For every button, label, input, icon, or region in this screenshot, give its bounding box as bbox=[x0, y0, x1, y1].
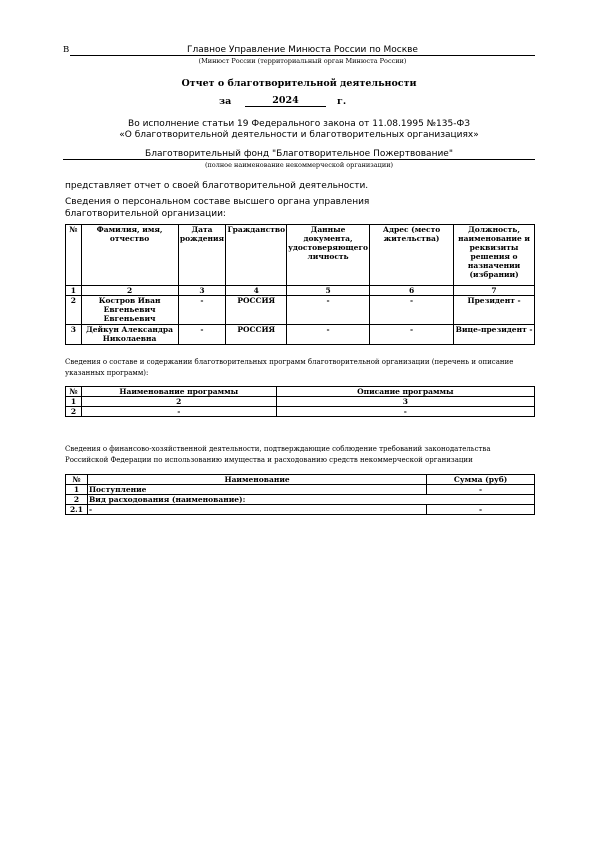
row-sum: - bbox=[427, 485, 535, 495]
row-num: 1 bbox=[66, 485, 88, 495]
personnel-caption-2: благотворительной организации: bbox=[65, 209, 226, 219]
finance-table bbox=[65, 474, 535, 515]
col-program-description: Описание программы bbox=[276, 387, 534, 397]
header-prefix: В bbox=[63, 45, 70, 55]
row-fio: Костров Иван Евгеньевич Евгеньевич bbox=[81, 296, 178, 325]
report-year: 2024 bbox=[245, 95, 326, 107]
row-position: Президент - bbox=[454, 296, 535, 325]
row-num: 2 bbox=[66, 407, 82, 417]
row-id-document: - bbox=[287, 296, 370, 325]
col-num: № bbox=[66, 225, 82, 286]
col-program-name: Наименование программы bbox=[81, 387, 276, 397]
col-number: 4 bbox=[226, 286, 287, 296]
col-number: 6 bbox=[370, 286, 454, 296]
org-name: Благотворительный фонд "Благотворительное Пожертвование" bbox=[145, 149, 453, 159]
personnel-table bbox=[65, 224, 535, 345]
table-row bbox=[66, 485, 535, 495]
row-item-name: - bbox=[87, 505, 426, 515]
row-num: 2.1 bbox=[66, 505, 88, 515]
org-underline bbox=[63, 159, 535, 160]
report-title: Отчет о благотворительной деятельности bbox=[181, 78, 417, 89]
programs-table bbox=[65, 386, 535, 417]
table-row bbox=[66, 296, 535, 325]
row-address: - bbox=[370, 296, 454, 325]
col-address: Адрес (место жительства) bbox=[370, 225, 454, 286]
row-num: 2 bbox=[66, 495, 88, 505]
col-birthdate: Дата рождения bbox=[178, 225, 226, 286]
law-line-2: «О благотворительной деятельности и благотворительных организациях» bbox=[119, 130, 479, 140]
col-number: 3 bbox=[178, 286, 226, 296]
personnel-header-row bbox=[66, 225, 535, 286]
col-number: 1 bbox=[66, 397, 82, 407]
table-row bbox=[66, 407, 535, 417]
row-fio: Дейкун Александра Николаевна bbox=[81, 325, 178, 345]
title-za: за bbox=[219, 96, 232, 107]
finance-header-row bbox=[66, 475, 535, 485]
row-birthdate: - bbox=[178, 325, 226, 345]
title-g: г. bbox=[337, 96, 347, 107]
col-fio: Фамилия, имя, отчество bbox=[81, 225, 178, 286]
col-number: 2 bbox=[81, 397, 276, 407]
col-position: Должность, наименование и реквизиты решения о назначении (избрании) bbox=[454, 225, 535, 286]
row-position: Вице-президент - bbox=[454, 325, 535, 345]
programs-caption: Сведения о составе и содержании благотворительных программ благотворительной организации (перечень и описание указанных программ): bbox=[65, 358, 514, 377]
personnel-caption-1: Сведения о персональном составе высшего органа управления bbox=[65, 197, 370, 207]
col-id-document: Данные документа, удостоверяющего личность bbox=[287, 225, 370, 286]
row-address: - bbox=[370, 325, 454, 345]
personnel-number-row bbox=[66, 286, 535, 296]
col-number: 3 bbox=[276, 397, 534, 407]
col-citizenship: Гражданство bbox=[226, 225, 287, 286]
col-num: № bbox=[66, 387, 82, 397]
table-row bbox=[66, 505, 535, 515]
row-item-name: Поступление bbox=[87, 485, 426, 495]
col-number: 2 bbox=[81, 286, 178, 296]
programs-header-row bbox=[66, 387, 535, 397]
authority-name: Главное Управление Минюста России по Москве bbox=[187, 45, 418, 55]
col-number: 7 bbox=[454, 286, 535, 296]
law-line-1: Во исполнение статьи 19 Федерального закона от 11.08.1995 №135-ФЗ bbox=[128, 119, 470, 129]
org-note: (полное наименование некоммерческой организации) bbox=[204, 161, 394, 169]
col-number: 5 bbox=[287, 286, 370, 296]
table-row bbox=[66, 495, 535, 505]
finance-caption: Сведения о финансово-хозяйственной деятельности, подтверждающие соблюдение требований законодательства Российской Федерации по использованию имущества и расходованию средств некоммерческой организации bbox=[65, 445, 491, 464]
row-citizenship: РОССИЯ bbox=[226, 325, 287, 345]
programs-number-row bbox=[66, 397, 535, 407]
col-number: 1 bbox=[66, 286, 82, 296]
col-item-name: Наименование bbox=[87, 475, 426, 485]
row-item-name: Вид расходования (наименование): bbox=[87, 495, 534, 505]
col-sum: Сумма (руб) bbox=[427, 475, 535, 485]
row-program-name: - bbox=[81, 407, 276, 417]
authority-note: (Минюст России (территориальный орган Минюста России) bbox=[198, 57, 407, 65]
authority-underline bbox=[70, 55, 535, 56]
row-sum: - bbox=[427, 505, 535, 515]
row-id-document: - bbox=[287, 325, 370, 345]
row-num: 2 bbox=[66, 296, 82, 325]
table-row bbox=[66, 325, 535, 345]
row-program-description: - bbox=[276, 407, 534, 417]
row-citizenship: РОССИЯ bbox=[226, 296, 287, 325]
col-num: № bbox=[66, 475, 88, 485]
row-num: 3 bbox=[66, 325, 82, 345]
row-birthdate: - bbox=[178, 296, 226, 325]
intro-text: представляет отчет о своей благотворительной деятельности. bbox=[65, 181, 369, 191]
